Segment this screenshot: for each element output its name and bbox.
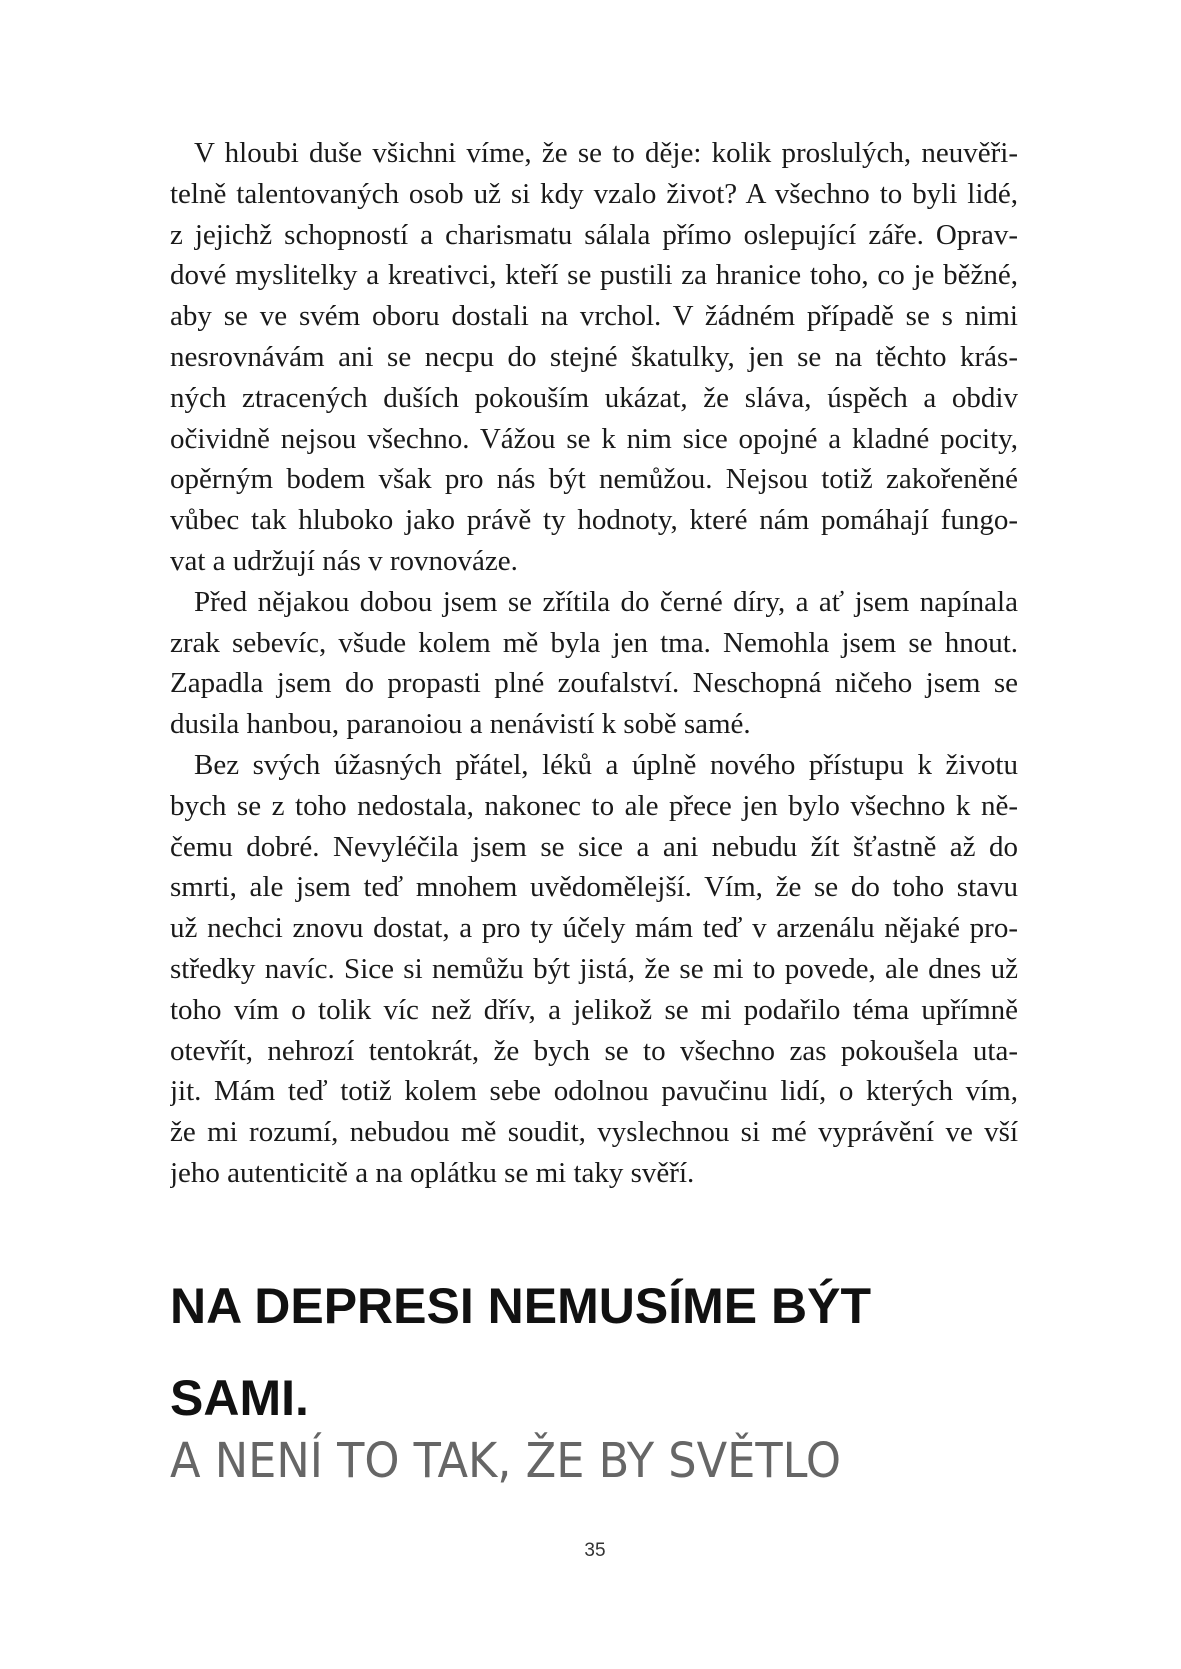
text-line: smrti, ale jsem teď mnohem uvědomělejší. Vím, že se do toho stavu (170, 871, 1018, 904)
text-line: čemu dobré. Nevyléčila jsem se sice a ani nebudu žít šťastně až do (170, 830, 1018, 863)
heading-line-1: NA DEPRESI NEMUSÍME BÝT (170, 1278, 872, 1334)
text-line: ných ztracených duších pokouším ukázat, že sláva, úspěch a obdiv (170, 381, 1018, 414)
page-number: 35 (584, 1540, 606, 1561)
text-line: středky navíc. Sice si nemůžu být jistá, že se mi to povede, ale dnes už (170, 952, 1018, 985)
text-line: Bez svých úžasných přátel, léků a úplně nového přístupu k životu (194, 748, 1018, 781)
text-line: dusila hanbou, paranoiou a nenávistí k sobě samé. (170, 708, 751, 741)
text-line: Před nějakou dobou jsem se zřítila do černé díry, a ať jsem napínala (194, 585, 1018, 618)
text-line: otevřít, nehrozí tentokrát, že bych se to všechno zas pokoušela uta- (170, 1034, 1018, 1067)
text-line: bych se z toho nedostala, nakonec to ale přece jen bylo všechno k ně- (170, 789, 1018, 822)
text-line: že mi rozumí, nebudou mě soudit, vyslechnou si mé vyprávění ve vší (170, 1116, 1018, 1149)
subheading-line: A NENÍ TO TAK, ŽE BY SVĚTLO (170, 1433, 842, 1489)
paragraph (170, 745, 1018, 1194)
text-line: aby se ve svém oboru dostali na vrchol. V žádném případě se s nimi (170, 300, 1018, 333)
text-line: nesrovnávám ani se necpu do stejné škatulky, jen se na těchto krás- (170, 340, 1018, 373)
text-line: vůbec tak hluboko jako právě ty hodnoty, které nám pomáhají fungo- (170, 504, 1018, 537)
text-line: dové myslitelky a kreativci, kteří se pustili za hranice toho, co je běžné, (170, 259, 1018, 292)
section-heading (170, 1260, 1070, 1444)
text-line: jeho autenticitě a na oplátku se mi taky svěří. (170, 1156, 695, 1189)
text-line: toho vím o tolik víc než dřív, a jelikož se mi podařilo téma upřímně (170, 993, 1018, 1026)
paragraph (170, 582, 1018, 745)
text-line: opěrným bodem však pro nás být nemůžou. Nejsou totiž zakořeněné (170, 463, 1018, 496)
text-line: z jejichž schopností a charismatu sálala přímo oslepující záře. Oprav- (170, 218, 1018, 251)
text-line: očividně nejsou všechno. Vážou se k nim sice opojné a kladné pocity, (170, 422, 1018, 455)
text-line: zrak sebevíc, všude kolem mě byla jen tma. Nemohla jsem se hnout. (170, 626, 1018, 659)
heading-line-2: SAMI. (170, 1370, 309, 1426)
text-line: Zapadla jsem do propasti plné zoufalství. Neschopná ničeho jsem se (170, 667, 1018, 700)
text-line: vat a udržují nás v rovnováze. (170, 544, 518, 577)
text-line: už nechci znovu dostat, a pro ty účely mám teď v arzenálu nějaké pro- (170, 912, 1018, 945)
text-line: jit. Mám teď totiž kolem sebe odolnou pavučinu lidí, o kterých vím, (170, 1075, 1018, 1108)
paragraph (170, 133, 1018, 582)
body-text (170, 133, 1018, 1194)
text-line: V hloubi duše všichni víme, že se to děje: kolik proslulých, neuvěři- (194, 137, 1018, 169)
text-line: telně talentovaných osob už si kdy vzalo život? A všechno to byli lidé, (170, 177, 1018, 210)
